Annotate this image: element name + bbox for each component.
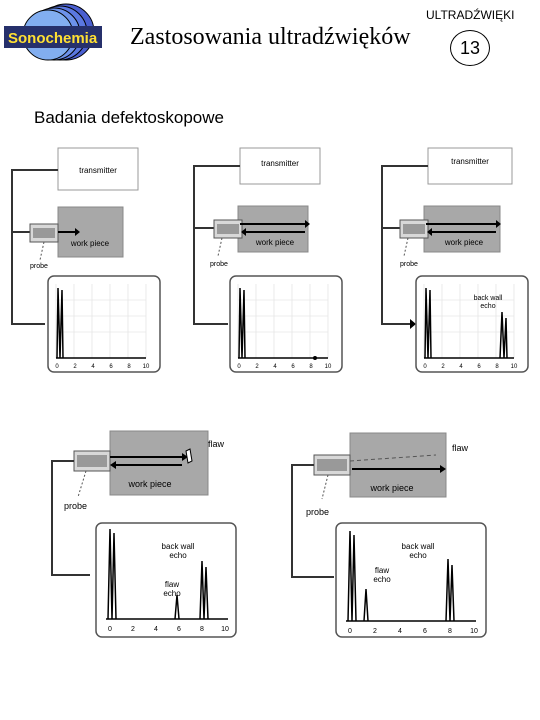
svg-text:6: 6 xyxy=(109,364,113,370)
back-wall-echo-label: back wall xyxy=(473,295,503,302)
svg-text:8: 8 xyxy=(200,626,204,633)
probe-label: probe xyxy=(30,263,48,270)
svg-text:0: 0 xyxy=(348,628,352,635)
diagram-flaw-echo-far xyxy=(280,425,500,645)
diagram-pulse-travel xyxy=(180,140,360,380)
work-piece-label: work piece xyxy=(128,479,172,489)
svg-text:6: 6 xyxy=(177,626,181,633)
sonochemia-logo xyxy=(2,2,112,72)
logo-text: Sonochemia xyxy=(8,30,98,47)
svg-text:0: 0 xyxy=(423,364,427,370)
page-number-badge: 13 xyxy=(450,30,490,66)
back-wall-echo-label-2: echo xyxy=(409,551,427,560)
svg-text:10: 10 xyxy=(470,628,478,635)
flaw-echo-label-2: echo xyxy=(373,575,391,584)
flaw-echo-label-2: echo xyxy=(163,589,181,598)
svg-text:10: 10 xyxy=(324,364,332,370)
svg-text:4: 4 xyxy=(154,626,158,633)
diagram-flaw-echo-near xyxy=(30,425,250,645)
probe-label: probe xyxy=(306,507,330,517)
svg-text:10: 10 xyxy=(221,626,229,633)
svg-text:10: 10 xyxy=(142,364,150,370)
svg-text:8: 8 xyxy=(309,364,313,370)
svg-text:2: 2 xyxy=(373,628,377,635)
svg-text:0: 0 xyxy=(55,364,59,370)
back-wall-echo-label-2: echo xyxy=(480,303,496,310)
svg-text:4: 4 xyxy=(459,364,463,370)
flaw-label: flaw xyxy=(452,443,469,453)
svg-text:10: 10 xyxy=(510,364,518,370)
diagram-back-wall-echo xyxy=(360,140,540,380)
transmitter-label: transmitter xyxy=(261,159,299,168)
page-title: Zastosowania ultradźwięków xyxy=(130,24,411,50)
back-wall-echo-label-2: echo xyxy=(169,551,187,560)
transmitter-label: transmitter xyxy=(451,157,489,166)
svg-text:2: 2 xyxy=(73,364,77,370)
svg-text:0: 0 xyxy=(237,364,241,370)
svg-text:8: 8 xyxy=(127,364,131,370)
svg-text:8: 8 xyxy=(448,628,452,635)
svg-text:2: 2 xyxy=(441,364,445,370)
flaw-label: flaw xyxy=(208,439,225,449)
svg-text:4: 4 xyxy=(91,364,95,370)
svg-text:6: 6 xyxy=(423,628,427,635)
probe-label: probe xyxy=(400,261,418,268)
work-piece-label: work piece xyxy=(70,239,110,248)
back-wall-echo-label: back wall xyxy=(161,542,195,551)
flaw-echo-label: flaw xyxy=(164,580,180,589)
svg-text:6: 6 xyxy=(477,364,481,370)
work-piece-label: work piece xyxy=(370,483,414,493)
diagram-pulse-sent xyxy=(0,140,180,380)
probe-label: probe xyxy=(210,261,228,268)
transmitter-label: transmitter xyxy=(79,166,117,175)
work-piece-label: work piece xyxy=(255,238,295,247)
flaw-echo-label: flaw xyxy=(374,566,390,575)
svg-text:8: 8 xyxy=(495,364,499,370)
svg-text:4: 4 xyxy=(398,628,402,635)
work-piece-label: work piece xyxy=(444,238,484,247)
topic-label: ULTRADŹWIĘKI xyxy=(426,8,515,22)
svg-text:2: 2 xyxy=(131,626,135,633)
svg-text:4: 4 xyxy=(273,364,277,370)
probe-label: probe xyxy=(64,501,88,511)
section-subtitle: Badania defektoskopowe xyxy=(34,108,224,127)
back-wall-echo-label: back wall xyxy=(401,542,435,551)
svg-text:0: 0 xyxy=(108,626,112,633)
svg-text:6: 6 xyxy=(291,364,295,370)
svg-text:2: 2 xyxy=(255,364,259,370)
